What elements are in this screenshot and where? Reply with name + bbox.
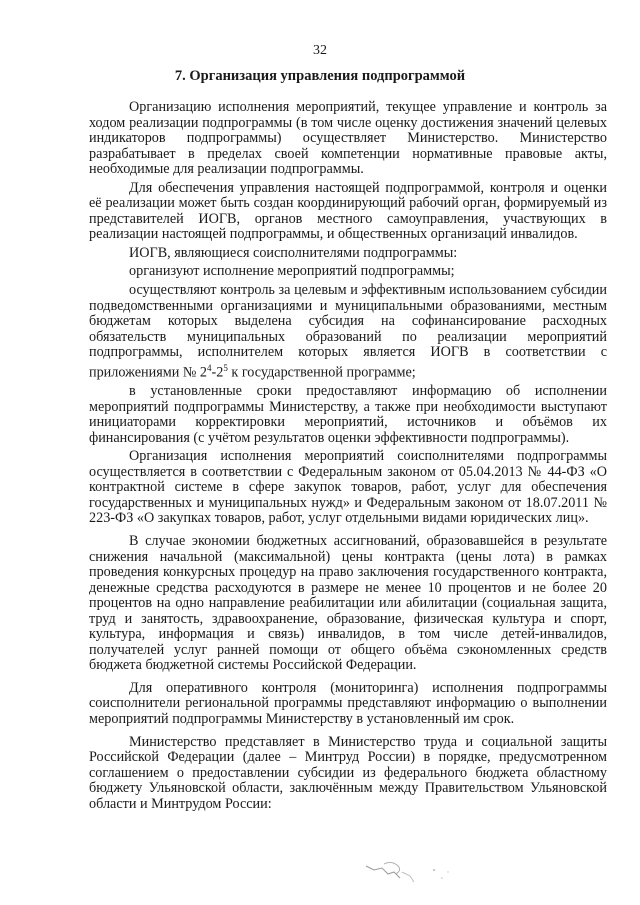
paragraph-monitoring: Для оперативного контроля (мониторинга) исполнения подпрограммы соисполнители региональной программы представляют информацию о выполнении мероприятий подпрограммы Министерству в установленный им срок. — [89, 679, 607, 727]
control-subsidy-text: осуществляют контроль за целевым и эффективным использованием субсидии подведомственными организациями и муниципальными образованиями, местным бюджетам которых выделена субсидия на софинансирование расходных обязательств муниципальных образований по реализации мероприятий подпрограммы, исполнителем которых является ИОГВ в соответствии с приложениями № 2 — [89, 282, 607, 381]
paragraph-management: Организацию исполнения мероприятий, текущее управление и контроль за ходом реализации подпрограммы (в том числе оценку достижения значений целевых индикаторов подпрограммы) осуществляет Министерство. Министерство разрабатывает в пределах своей компетенции нормативные правовые акты, необходимые для реализации подпрограммы. — [89, 99, 607, 178]
body-text — [89, 100, 607, 812]
paragraph-control-subsidy — [89, 283, 607, 381]
paragraph-report-info: в установленные сроки предоставляют информацию об исполнении мероприятий подпрограммы Министерству, а также при необходимости выступают инициаторами корректировки мероприятий, источников и объёмов их финансирования (с учётом результатов оценки эффективности подпрограммы). — [89, 383, 607, 446]
paragraph-coordinating-body: Для обеспечения управления настоящей подпрограммой, контроля и оценки её реализации может быть создан координирующий рабочий орган, формируемый из представителей ИОГВ, органов местного самоуправления, участвующих в реализации настоящей подпрограммы, и общественных организаций инвалидов. — [89, 179, 607, 243]
paragraph-mintrud-report: Министерство представляет в Министерство труда и социальной защиты Российской Федерации (далее – Минтруд России) в порядке, предусмотренном соглашением о предоставлении субсидии из федерального бюджета областному бюджету Ульяновской области, заключённым между Правительством Ульяновской области и Минтрудом России: — [89, 733, 607, 812]
appendix-sup-start: 4 — [207, 362, 212, 373]
paragraph-co-executors-intro: ИОГВ, являющиеся соисполнителями подпрограммы: — [129, 244, 458, 261]
appendix-sup-end: 5 — [223, 362, 228, 373]
paragraph-organize-execution: организуют исполнение мероприятий подпрограммы; — [129, 263, 455, 280]
handwritten-mark-icon — [362, 858, 472, 888]
page-number: 32 — [313, 43, 327, 58]
appendix-dash: -2 — [211, 364, 224, 381]
paragraph-budget-savings: В случае экономии бюджетных ассигнований, образовавшейся в результате снижения начальной (максимальной) цены контракта (цены лота) в рамках проведения конкурсных процедур на право заключения государственного контракта, денежные средства расходуются в размере не менее 10 процентов и не более 20 процентов на одно направление реабилитации или абилитации (социальная защита, труд и занятость, здравоохранение, образование, физическая культура и спорт, культура, информация и связь) инвалидов, в том числе детей-инвалидов, получателей услуг ранней помощи от общего объёма сэкономленных средств бюджета бюджетной системы Российской Федерации. — [89, 532, 607, 674]
paragraph-procurement-law: Организация исполнения мероприятий соисполнителями подпрограммы осуществляется в соответствии с Федеральным законом от 05.04.2013 № 44-ФЗ «О контрактной системе в сфере закупок товаров, работ, услуг для обеспечения государственных и муниципальных нужд» и Федеральным законом от 18.07.2011 № 223-ФЗ «О закупках товаров, работ, услуг отдельными видами юридических лиц». — [89, 448, 607, 527]
appendix-tail: к государственной программе; — [227, 364, 416, 381]
section-heading: 7. Организация управления подпрограммой — [174, 68, 466, 84]
